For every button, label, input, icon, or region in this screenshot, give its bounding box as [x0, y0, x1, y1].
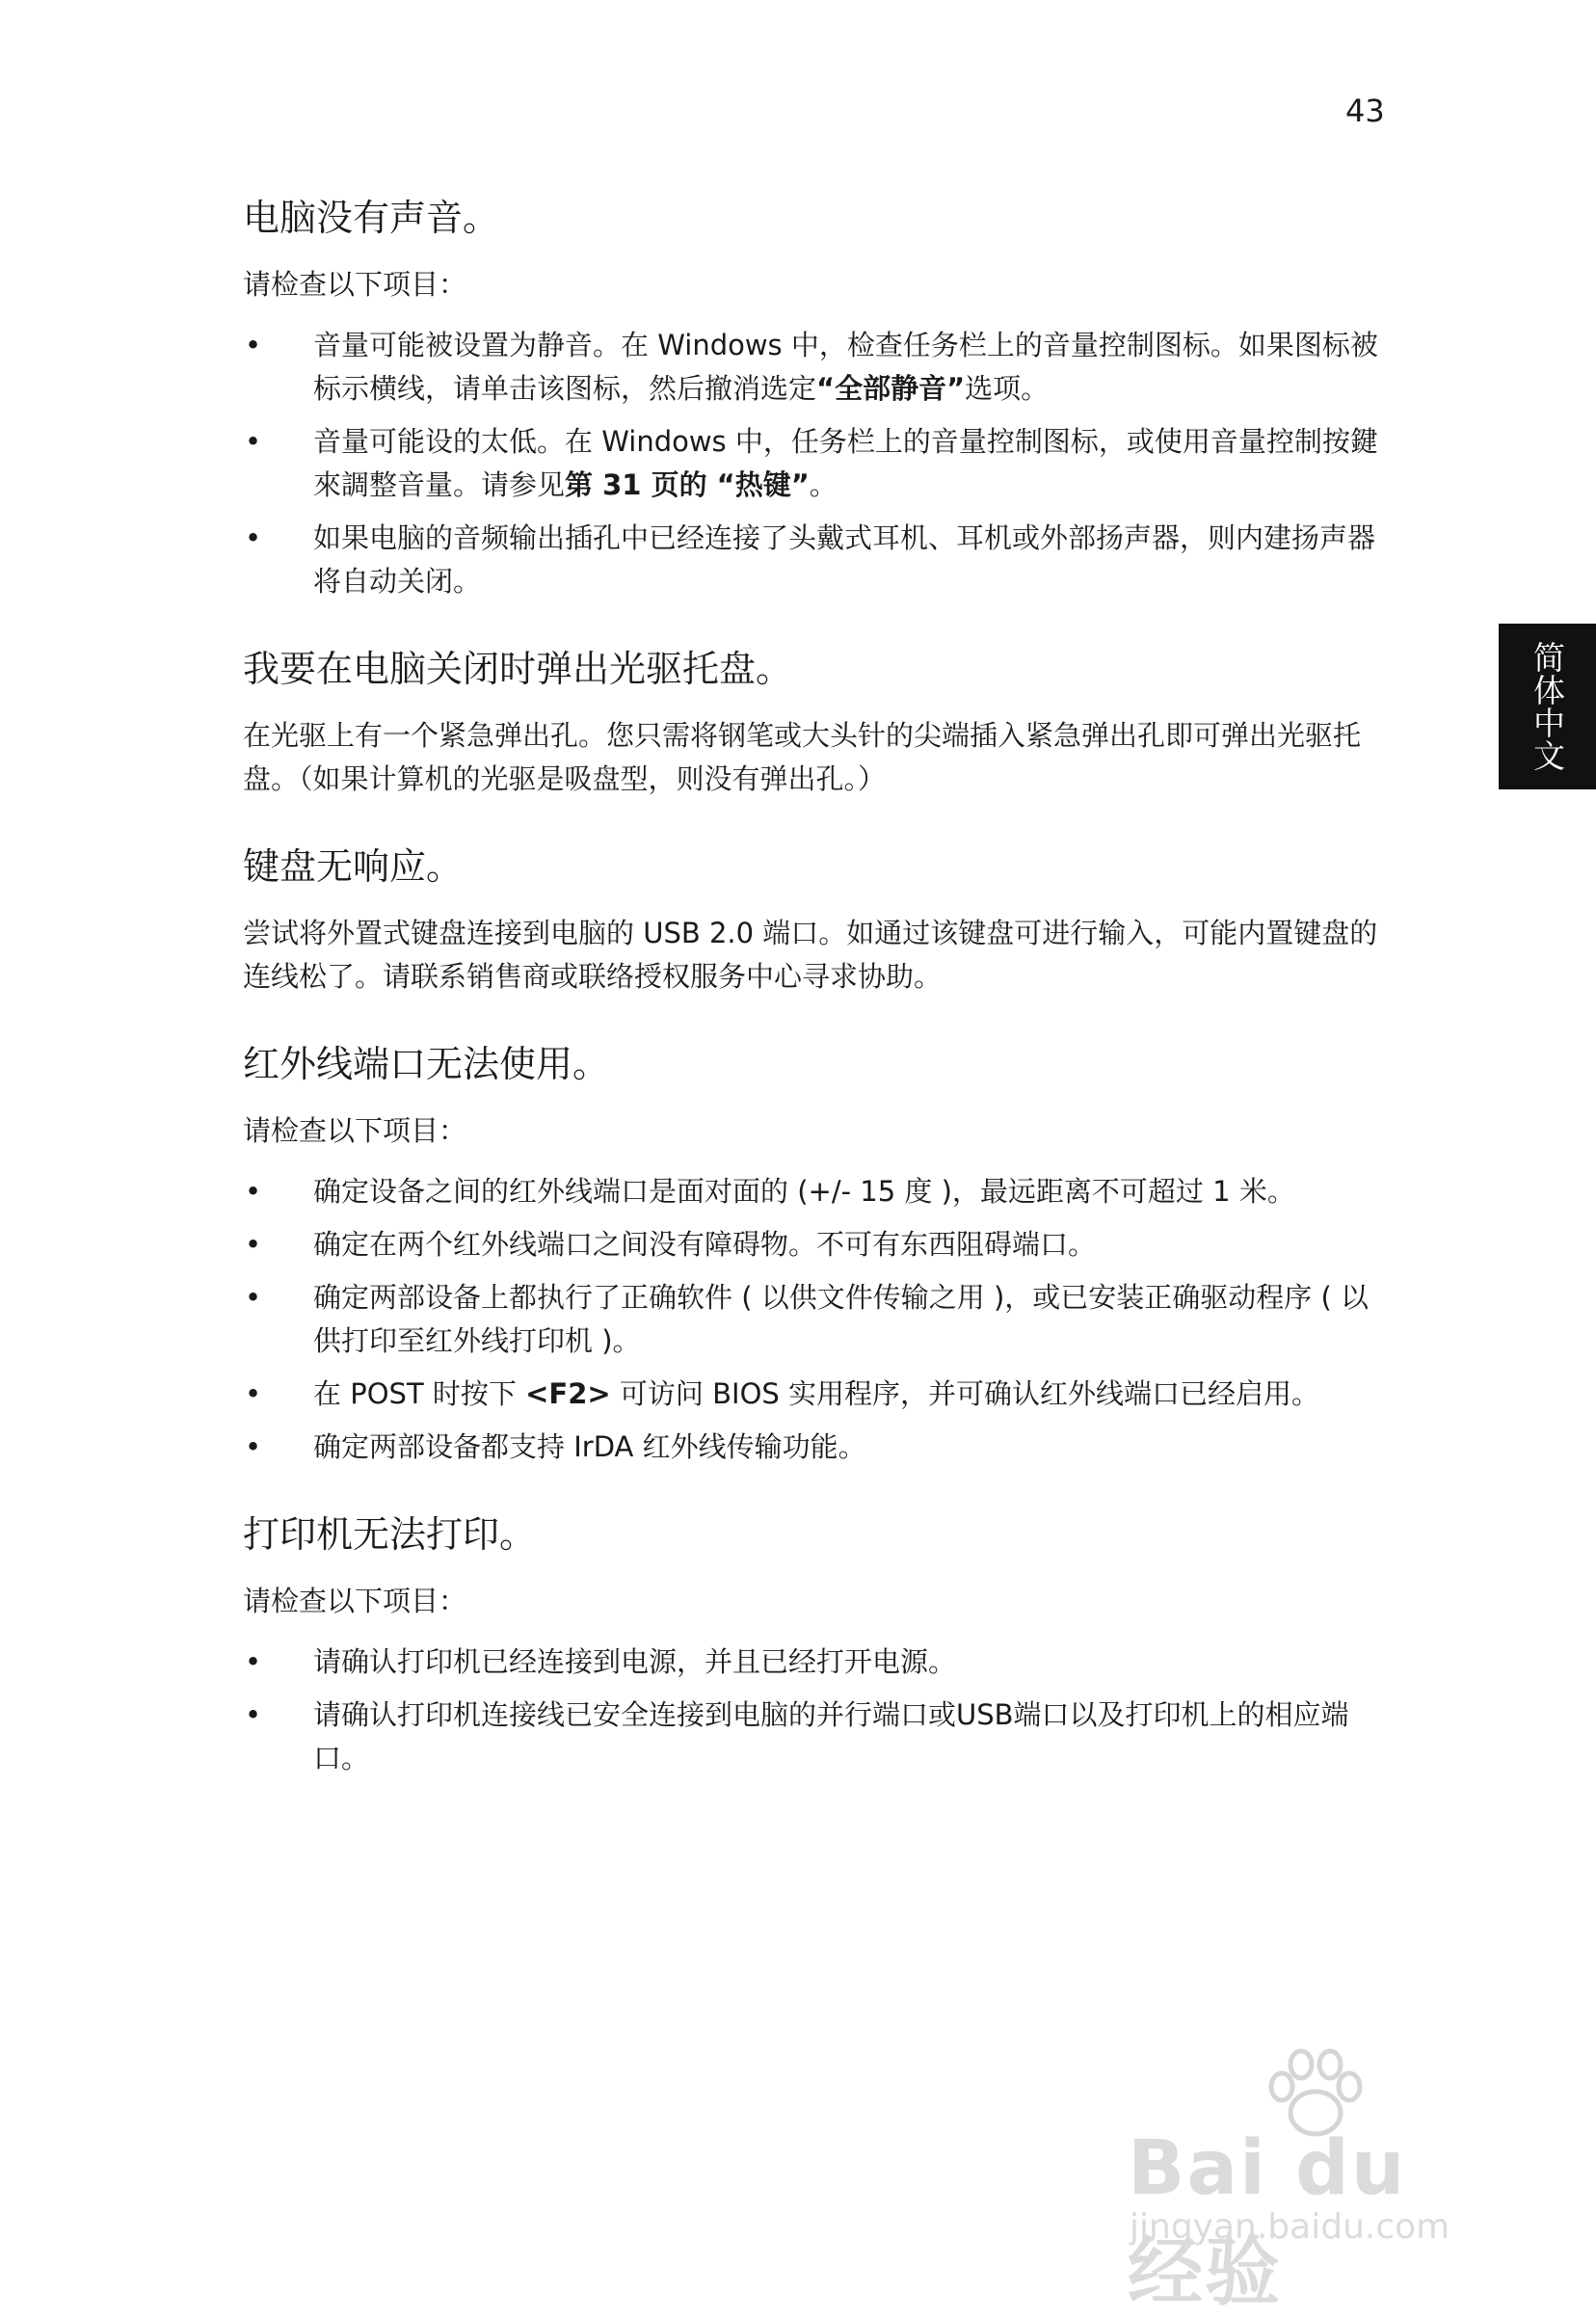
- list-item: [243, 1223, 1385, 1267]
- list-item-bold: <F2>: [525, 1376, 611, 1410]
- list-item-text: 确定两部设备都支持 IrDA 红外线传输功能。: [313, 1429, 866, 1463]
- bullet-icon: •: [245, 329, 262, 362]
- watermark-brand: Bai du 经验: [1128, 2125, 1407, 2316]
- bullet-list: [243, 1170, 1385, 1469]
- list-item-text: 确定在两个红外线端口之间没有障碍物。不可有东西阻碍端口。: [313, 1227, 1097, 1261]
- bullet-icon: •: [245, 1227, 262, 1261]
- list-item-text: 在 POST 时按下: [313, 1376, 526, 1410]
- list-item-text: 如果电脑的音频输出插孔中已经连接了头戴式耳机、耳机或外部扬声器，则内建扬声器将自动关闭。: [313, 520, 1376, 598]
- bullet-icon: •: [245, 1280, 262, 1314]
- baidu-watermark: [1128, 2043, 1503, 2316]
- bullet-list: [243, 324, 1385, 603]
- heading-keyboard: 键盘无响应。: [243, 844, 464, 888]
- bullet-icon: •: [245, 1644, 262, 1678]
- bullet-icon: •: [245, 425, 262, 458]
- list-item-text: 。: [809, 467, 838, 501]
- bullet-list: [243, 1640, 1385, 1780]
- paragraph: 尝试将外置式键盘连接到电脑的 USB 2.0 端口。如通过该键盘可进行输入，可能内置键盘的连线松了。请联系销售商或联络授权服务中心寻求协助。: [243, 917, 1378, 993]
- bullet-icon: •: [245, 1697, 262, 1731]
- list-item: [243, 1693, 1385, 1780]
- list-item-text: 音量可能被设置为静音。在 Windows 中，检查任务栏上的音量控制图标。如果图标被标示横线，请单击该图标，然后撤消选定: [313, 329, 1378, 406]
- list-item-text: 音量可能设的太低。在 Windows 中，任务栏上的音量控制图标，或使用音量控制按鍵來調整音量。请参见: [313, 425, 1378, 501]
- bullet-icon: •: [245, 1175, 262, 1208]
- list-item: [243, 1426, 1385, 1469]
- list-item: [243, 1170, 1385, 1213]
- bullet-icon: •: [245, 520, 262, 554]
- bullet-icon: •: [245, 1429, 262, 1463]
- language-tab: [1499, 624, 1596, 789]
- page-content: [243, 193, 1385, 1780]
- list-item-bold: 第 31 页的 “热键”: [565, 467, 810, 501]
- list-item-text: 请确认打印机连接线已安全连接到电脑的并行端口或USB端口以及打印机上的相应端口。: [313, 1697, 1349, 1774]
- list-item-bold: “全部静音”: [816, 372, 966, 406]
- heading-no-sound: 电脑没有声音。: [243, 197, 500, 239]
- intro-text: 请检查以下项目：: [243, 1584, 467, 1617]
- list-item: [243, 1640, 1385, 1684]
- watermark-url: jingyan.baidu.com: [1130, 2207, 1450, 2247]
- list-item: [243, 420, 1385, 507]
- list-item: [243, 1276, 1385, 1363]
- list-item: [243, 1373, 1385, 1416]
- list-item-text: 请确认打印机已经连接到电源，并且已经打开电源。: [313, 1644, 957, 1678]
- intro-text: 请检查以下项目：: [243, 1114, 467, 1148]
- page-number: 43: [1345, 93, 1385, 129]
- intro-text: 请检查以下项目：: [243, 268, 467, 302]
- list-item-text: 确定设备之间的红外线端口是面对面的 (+/- 15 度 )，最远距离不可超过 1 米。: [313, 1175, 1295, 1208]
- language-tab-label: 简体中文: [1529, 641, 1566, 772]
- heading-printer: 打印机无法打印。: [243, 1512, 537, 1556]
- list-item-text: 确定两部设备上都执行了正确软件 ( 以供文件传输之用 )，或已安装正确驱动程序 ( 以供打印至红外线打印机 )。: [313, 1280, 1370, 1357]
- list-item: [243, 324, 1385, 411]
- heading-eject-tray: 我要在电脑关闭时弹出光驱托盘。: [243, 647, 793, 690]
- list-item-text: 选项。: [965, 372, 1050, 406]
- heading-infrared: 红外线端口无法使用。: [243, 1042, 610, 1085]
- paragraph: 在光驱上有一个紧急弹出孔。您只需将钢笔或大头针的尖端插入紧急弹出孔即可弹出光驱托盘。（如果计算机的光驱是吸盘型，则没有弹出孔。）: [243, 718, 1362, 795]
- list-item-text: 可访问 BIOS 实用程序，并可确认红外线端口已经启用。: [610, 1376, 1320, 1410]
- bullet-icon: •: [245, 1376, 262, 1410]
- list-item: [243, 517, 1385, 603]
